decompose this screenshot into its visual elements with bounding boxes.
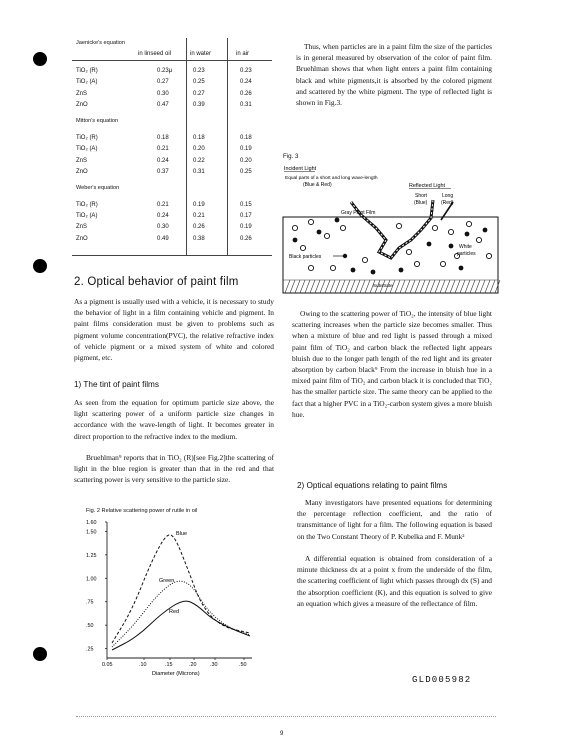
fig3-gray-film: Gray Paint Film [341,210,376,216]
fig2-curve-blue [112,535,250,643]
fig3-hatch-line [420,280,425,293]
table-cell-value: 0.24 [157,157,169,164]
table-equation-row [72,38,272,49]
page-number: 9 [280,731,284,737]
fig3-blue-red: (Blue & Red) [303,182,332,188]
table-cell-value: 0.24 [157,213,169,220]
fig3-white-particle [330,265,335,270]
table-cell-value: 0.21 [157,146,169,153]
fig3-hatch-line [290,280,295,293]
table-cell-value: 0.27 [157,79,169,86]
fig3-substrate: Substrate [373,283,393,288]
table-cell-value: 0.21 [157,201,169,208]
table-cell-pigment: ZnS [76,224,88,231]
table-cell-pigment: TiO₂ (A) [76,146,98,153]
fig3-equal-parts-text: Equal parts of a short and long wave-length [285,176,378,181]
table-cell-value: 0.17 [240,213,252,220]
table-cell-pigment: ZnO [76,235,88,242]
table-cell-value: 0.20 [193,146,205,153]
table-cell-value: 0.26 [193,224,205,231]
fig3-hatch-line [360,280,365,293]
table-row [72,167,272,178]
table-row [72,156,272,167]
fig2-ytick-label: 1.25 [86,552,97,559]
section-heading: 2. Optical behavior of paint film [74,276,239,288]
fig3-incident-light: Incident Light [284,166,317,172]
fig2-ytick-label: 1.00 [86,576,97,583]
fig3-hatch-line [435,280,440,293]
table-equation-name: Mitton's equation [76,118,119,125]
fig3-diagram [281,160,501,305]
table-cell-value: 0.25 [240,168,252,175]
table-row [72,77,272,88]
table-cell-value: 0.20 [240,157,252,164]
fig2-ytick-label: .25 [86,646,94,653]
fig3-hatch-line [395,280,400,293]
document-stamp: GLD005982 [412,675,472,685]
fig3-white-particle [466,221,471,226]
fig3-hatch-line [410,280,415,293]
fig3-hatch-line [485,280,490,293]
fig3-hatch-line [445,280,450,293]
fig2-curve-green [112,581,250,647]
fig2-label-blue: Blue [176,531,188,537]
table-row [72,133,272,144]
fig3-black-particle [399,268,404,273]
table-row [72,144,272,155]
fig2-ytick-label: 1.50 [86,529,97,536]
table-cell-value: 0.49 [157,235,169,242]
footer-rule [76,716,496,717]
table-row [72,89,272,100]
table-equation-name: Weber's equation [76,185,120,192]
fig3-hatch-line [450,280,455,293]
table-spacer [72,245,272,250]
fig2-chart [72,515,272,680]
fig2-xtick-label: .20 [189,662,197,668]
binder-hole-bottom [33,647,47,661]
fig2-xtick-label: .30 [210,662,218,668]
fig2-ytick-label: 1.60 [86,520,97,526]
fig3-hatch-line [295,280,300,293]
binder-hole-top [33,52,47,66]
fig3-white-particle [432,225,437,230]
fig3-hatch-line [465,280,470,293]
fig3-white-particle [324,233,329,238]
fig3-hatch-line [440,280,445,293]
fig3-hatch-line [365,280,370,293]
fig3-white-particle [406,249,411,254]
table-cell-value: 0.23 [193,67,205,74]
fig2-caption: Fig. 2 Relative scattering power of rutile in oil [86,508,198,514]
fig3-hatch-line [455,280,460,293]
fig3-hatch-line [340,280,345,293]
fig3-short: Short [415,193,427,199]
table-cell-value: 0.22 [193,157,205,164]
tint-paragraph-1: As seen from the equation for optimum particle size above, the light scattering power of a uniform particle size changes in accordance with the wave-length of light. It becomes greater in direct proportion to the refractive index to the medium. [74,398,274,441]
fig3-black-particle [465,232,470,237]
table-cell-pigment: TiO₂ (R) [76,67,98,74]
fig3-black-particle [459,266,464,271]
table-cell-value: 0.47 [157,101,169,108]
fig3-hatch-line [400,280,405,293]
fig3-hatch-line [425,280,430,293]
fig3-black-particle [351,268,356,273]
table-cell-value: 0.18 [157,134,169,141]
fig3-hatch-line [355,280,360,293]
fig3-hatch-line [405,280,410,293]
table-cell-pigment: TiO₂ (A) [76,79,98,86]
table-row [72,100,272,111]
table-cell-value: 0.19 [193,201,205,208]
table-cell-value: 0.23 [240,67,252,74]
fig3-white-particle [308,219,313,224]
table-cell-value: 0.31 [193,168,205,175]
optical-paragraph-1: Many investigators have presented equations for determining the percentage reflection coefficient, and the ratio of transmittance of light for a film. The following equation is based on the Two Constant Theory of P. Kubelka and F. Munk² [297,498,492,541]
fig3-white-particle [414,261,419,266]
fig3-hatch-line [475,280,480,293]
table-cell-value: 0.15 [240,201,252,208]
table-cell-value: 0.19 [240,224,252,231]
fig3-hatch-line [415,280,420,293]
fig3-black-particle [427,242,432,247]
fig3-light-path [351,200,433,258]
table-cell-value: 0.31 [240,101,252,108]
fig3-hatch-line [460,280,465,293]
fig2-xtick-label: .10 [139,662,147,668]
fig3-red: (Red) [441,200,454,206]
fig3-white-particle [340,225,345,230]
fig3-white: White [459,244,472,250]
table-column-header: in water [190,51,212,58]
table-row [72,66,272,77]
table-cell-value: 0.38 [193,235,205,242]
fig3-white-particle [300,245,305,250]
fig3-white-particle [308,265,313,270]
fig3-black-pointer-dot [343,254,347,258]
table-column-header: in air [236,51,250,58]
fig2-xlabel: Diameter (Microns) [152,671,200,677]
table-column-header: in linseed oil [138,51,172,58]
table-cell-value: 0.30 [157,90,169,97]
fig3-white-particle [486,253,491,258]
fig3-white-particle [396,223,401,228]
table-equation-row [72,116,272,127]
fig3-black-particle [335,218,340,223]
fig3-hatch-line [300,280,305,293]
fig2-xtick-label: .15 [165,662,173,668]
table-equation-row [72,183,272,194]
table-row [72,222,272,233]
table-cell-value: 0.26 [240,235,252,242]
table-cell-pigment: ZnS [76,157,88,164]
section-paragraph: As a pigment is usually used with a vehicle, it is necessary to study the behavior of light in a film containing vehicle and pigment. In paint films consideration must be given to problems such as pigment volume concentration(PVC), the relative refractive index of vehicle pigment or a mixed system of white and colored pigment, etc. [74,297,274,363]
fig3-caption: Fig. 3 [283,153,299,160]
right-paragraph-intro: Thus, when particles are in a paint film the size of the particles is in general measured by observation of the color of paint film. Bruehlman shows that when light enters a paint film containing black and white pigments,it is absorbed by the colored pigment and scattered by the white pigment. The type of reflected light is shown in Fig.3. [296,42,492,108]
table-equation-name: Jaenicke's equation [76,40,125,46]
fig3-black-particle [371,270,376,275]
table-cell-value: 0.30 [157,224,169,231]
fig2-label-red: Red [169,609,180,615]
right-paragraph-scattering: Owing to the scattering power of TiO₂, the intensity of blue light scattering increases when the particle size becomes smaller. Thus when a mixture of blue and red light is passed through a mixed paint film of TiO₂ and carbon black the reflected light appears bluish due to the longer path length of the red light and its greater absorption by carbon black⁹ From the increase in bluish hue in a mixed paint film of TiO₂ and carbon black it is concluded that TiO₂ has the smaller particle size. The same theory can be applied to the fact that a higher PVC in a TiO₂-carbon system gives a more bluish hue. [292,309,492,419]
fig3-equal-parts [285,175,378,181]
fig2-ytick-label: .75 [86,599,94,606]
fig3-reflected-light: Reflected Light [409,183,445,189]
table-cell-value: 0.24 [240,79,252,86]
fig3-hatch-line [320,280,325,293]
table-cell-pigment: TiO₂ (A) [76,213,98,220]
fig3-white-particle [292,225,297,230]
subsection-heading-optical: 2) Optical equations relating to paint films [297,481,448,490]
fig3-hatch-line [305,280,310,293]
binder-hole-middle [33,259,47,273]
fig3-black-particle [483,228,488,233]
optical-paragraph-2: A differential equation is obtained from consideration of a minute thickness dx at a point x from the underside of the film, the scattering coefficient of light which passes through dx (S) and the absorption coefficient (K), and this equation is solved to give an equation which gives a measure of the reflectance of film. [297,554,492,608]
fig3-particles: particles [457,251,476,257]
table-row [72,234,272,245]
fig3-white-particle [440,261,445,266]
fig3-white-particle [476,237,481,242]
fig3-hatch-line [325,280,330,293]
fig2-ytick-label: .50 [86,623,94,630]
fig3-hatch-line [470,280,475,293]
fig3-hatch-line [335,280,340,293]
fig3-black-particles: Black particles [289,254,322,260]
table-cell-value: 0.18 [193,134,205,141]
table-cell-pigment: TiO₂ (R) [76,201,98,208]
fig2-xtick-label: 0.05 [102,662,113,668]
table-row [72,211,272,222]
fig3-hatch-line [430,280,435,293]
table-cell-pigment: ZnS [76,90,88,97]
table-cell-value: 0.25 [193,79,205,86]
table-cell-pigment: ZnO [76,168,88,175]
table-cell-value: 0.21 [193,213,205,220]
fig3-black-particle [293,238,298,243]
fig3-white-particle [448,229,453,234]
fig3-blue: (Blue) [414,200,428,206]
fig3-hatch-line [285,280,290,293]
table-cell-pigment: ZnO [76,101,88,108]
table-cell-pigment: TiO₂ (R) [76,134,98,141]
fig3-hatch-line [345,280,350,293]
fig2-label-green: Green [159,578,175,584]
fig3-hatch-line [315,280,320,293]
table-cell-value: 0.39 [193,101,205,108]
table-header-row [72,49,272,60]
table-cell-value: 0.18 [240,134,252,141]
fig2-curve-red [112,601,250,650]
fig3-hatch-line [490,280,495,293]
fig3-long: Long [442,193,454,199]
fig3-hatch-line [480,280,485,293]
table-cell-value: 0.23µ [157,67,173,74]
fig2-xtick-label: .50 [239,662,247,668]
fig3-black-particle [317,230,322,235]
subsection-heading-tint: 1) The tint of paint films [74,380,159,389]
fig3-hatch-line [310,280,315,293]
fig3-hatch-line [330,280,335,293]
table-cell-value: 0.26 [240,90,252,97]
table-cell-value: 0.37 [157,168,169,175]
fig3-black-particle [449,244,454,249]
fig3-white-particle [362,257,367,262]
table-cell-value: 0.19 [240,146,252,153]
fig3-hatch-line [350,280,355,293]
table-cell-value: 0.27 [193,90,205,97]
tint-paragraph-2: Bruehlman⁹ reports that in TiO₂ (R)[see Fig.2]the scattering of light in the blue region is greater than that in the red and that scattering power is very sensitive to the particle size. [74,453,274,485]
table-row [72,200,272,211]
